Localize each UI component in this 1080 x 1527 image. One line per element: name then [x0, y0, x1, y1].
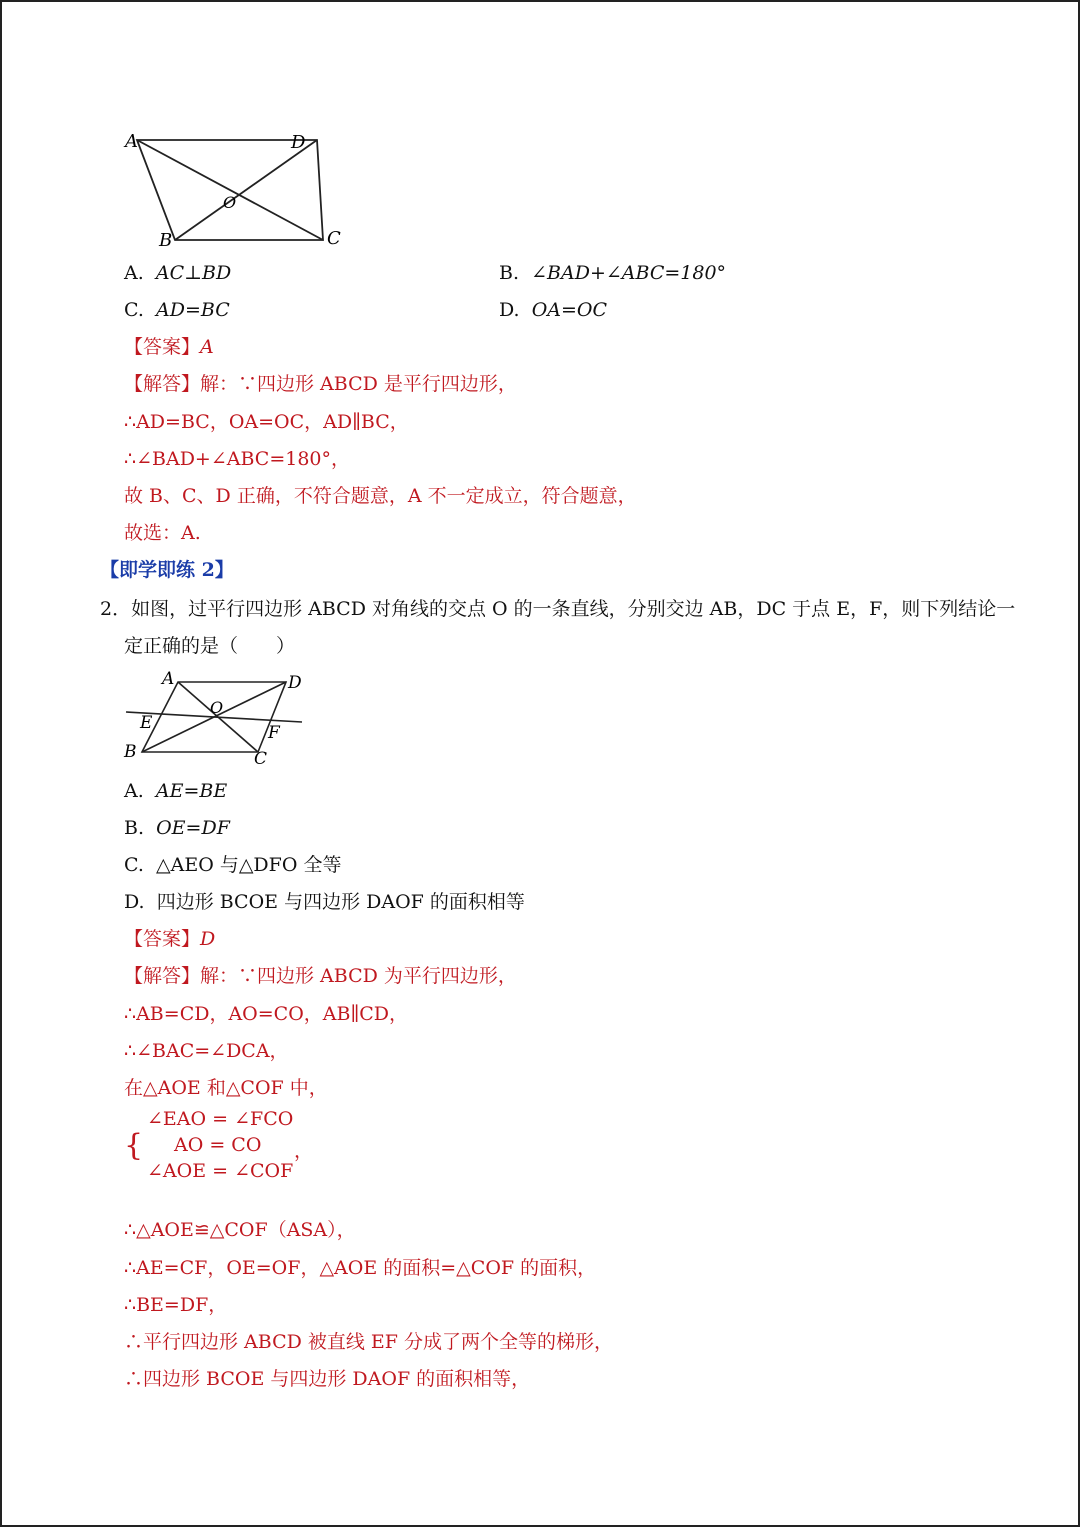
solution-label: 【解答】: [124, 965, 201, 987]
option-prefix: A.: [124, 780, 144, 802]
q2-option-a: [124, 779, 227, 803]
q1-solution-line-4: 故 B、C、D 正确，不符合题意，A 不一定成立，符合题意，: [124, 485, 637, 507]
label-d: D: [291, 132, 306, 153]
q2-solution-line-8: ∴平行四边形 ABCD 被直线 EF 分成了两个全等的梯形，: [124, 1331, 614, 1353]
answer-value: D: [200, 928, 216, 950]
q2-stem-line-1: 2．如图，过平行四边形 ABCD 对角线的交点 O 的一条直线，分别交边 AB，DC 于点 E，F，则下列结论一: [100, 598, 1016, 620]
label-b: B: [124, 742, 137, 762]
label-c: C: [327, 228, 341, 249]
label-e: E: [140, 713, 153, 733]
q1-option-d: [499, 298, 607, 322]
system-brace: {: [124, 1128, 144, 1163]
system-row-2: AO = CO: [174, 1134, 262, 1156]
option-prefix: A.: [124, 262, 144, 284]
solution-text: 解：∵四边形 ABCD 是平行四边形，: [200, 373, 517, 395]
q2-solution-line-3: ∴∠BAC=∠DCA，: [124, 1040, 289, 1062]
figure-parallelogram-1: [117, 122, 357, 257]
q1-option-a: [124, 261, 231, 285]
q2-solution-line-2: ∴AB=CD，AO=CO，AB∥CD，: [124, 1003, 409, 1025]
option-text: OA=OC: [531, 299, 608, 321]
option-prefix: C.: [124, 854, 144, 876]
option-prefix: C.: [124, 299, 144, 321]
answer-label: 【答案】: [124, 928, 201, 950]
option-prefix: D.: [499, 299, 520, 321]
q2-solution-line-5: ∴△AOE≌△COF（ASA），: [124, 1219, 356, 1241]
q1-solution-line-1: [124, 372, 517, 396]
option-text: AE=BE: [155, 780, 228, 802]
q1-option-b: [499, 261, 726, 285]
q2-solution-line-4: 在△AOE 和△COF 中，: [124, 1077, 328, 1099]
option-text: △AEO 与△DFO 全等: [156, 854, 342, 876]
label-f: F: [268, 723, 280, 743]
q2-option-b: [124, 816, 230, 840]
label-a: A: [162, 669, 175, 689]
label-o: O: [210, 698, 224, 717]
option-text: ∠BAD+∠ABC=180°: [531, 262, 727, 284]
q2-option-c: [124, 853, 341, 877]
q2-solution-line-9: ∴四边形 BCOE 与四边形 DAOF 的面积相等，: [124, 1368, 531, 1390]
system-row-3: ∠AOE = ∠COF: [147, 1160, 294, 1182]
q2-stem-line-2: 定正确的是（ ）: [124, 635, 296, 657]
option-prefix: B.: [124, 817, 145, 839]
q2-option-d: [124, 890, 525, 914]
section-title: 【即学即练 2】: [100, 559, 234, 581]
q2-answer: [124, 927, 215, 951]
label-o: O: [223, 193, 237, 212]
answer-value: A: [200, 336, 214, 358]
option-text: AD=BC: [156, 299, 230, 321]
label-d: D: [288, 673, 302, 693]
figure-parallelogram-2: [120, 666, 310, 771]
option-text: AC⊥BD: [155, 262, 232, 284]
option-text: OE=DF: [156, 817, 230, 839]
solution-label: 【解答】: [124, 373, 201, 395]
label-a: A: [125, 131, 138, 152]
option-text: 四边形 BCOE 与四边形 DAOF 的面积相等: [156, 891, 525, 913]
q2-solution-line-6: ∴AE=CF，OE=OF，△AOE 的面积=△COF 的面积，: [124, 1257, 597, 1279]
option-prefix: D.: [124, 891, 145, 913]
q1-solution-line-5: 故选：A.: [124, 522, 201, 544]
system-comma: ，: [294, 1140, 314, 1162]
label-b: B: [159, 230, 173, 251]
solution-text: 解：∵四边形 ABCD 为平行四边形，: [200, 965, 517, 987]
q1-option-c: [124, 298, 230, 322]
system-row-1: ∠EAO = ∠FCO: [147, 1108, 294, 1130]
option-prefix: B.: [499, 262, 520, 284]
q2-solution-line-7: ∴BE=DF，: [124, 1294, 228, 1316]
answer-label: 【答案】: [124, 336, 201, 358]
q1-solution-line-3: ∴∠BAD+∠ABC=180°，: [124, 448, 351, 470]
q1-answer: [124, 335, 214, 359]
q2-solution-line-1: [124, 964, 517, 988]
label-c: C: [254, 749, 268, 769]
q1-solution-line-2: ∴AD=BC，OA=OC，AD∥BC，: [124, 411, 409, 433]
